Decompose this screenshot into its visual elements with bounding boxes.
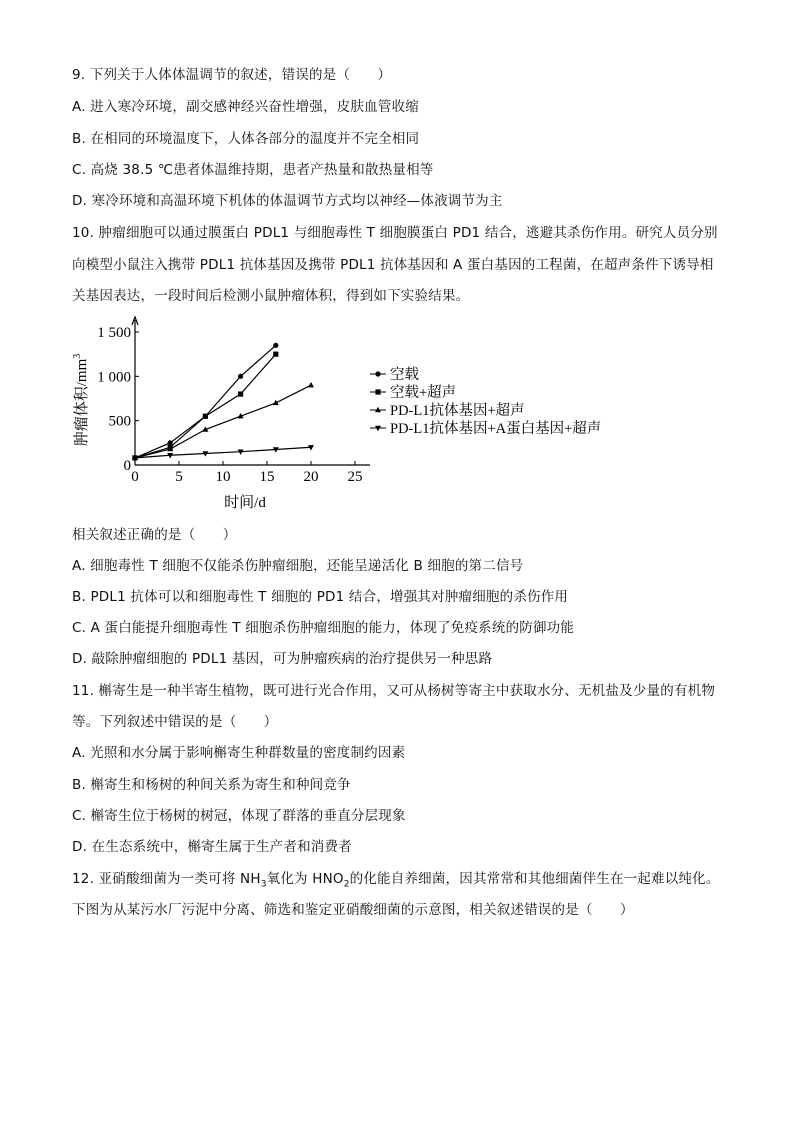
x-axis-label: 时间/d [224,495,266,511]
legend-label: PD-L1抗体基因+超声 [390,403,525,419]
series-line [135,447,311,458]
x-tick-label: 25 [347,469,363,485]
data-point [273,343,278,348]
q9-option-a: A. 进入寒冷环境，副交感神经兴奋性增强，皮肤血管收缩 [72,99,419,115]
y-tick-label: 500 [108,413,131,430]
x-tick-label: 15 [259,469,275,485]
data-point [238,391,243,396]
x-tick-label: 5 [175,469,183,485]
q9-option-d: D. 寒冷环境和高温环境下机体的体温调节方式均以神经—体液调节为主 [72,193,503,209]
data-point [203,414,208,419]
q9-option-c: C. 高烧 38.5 ℃患者体温维持期，患者产热量和散热量相等 [72,162,434,178]
y-tick-label: 0 [123,458,131,474]
y-tick-label: 1 000 [97,369,131,386]
q12-stem-part3: 的化能自养细菌，因其常常和其他细菌伴生在一起难以纯化。 [349,871,720,887]
q11-option-d: D. 在生态系统中，槲寄生属于生产者和消费者 [72,839,352,855]
q12-stem-line1 [72,870,720,894]
y-axis-label: 肿瘤体积$/mm^3$ [72,353,90,447]
legend-label: 空载+超声 [390,385,457,401]
q11-option-b: B. 槲寄生和杨树的种间关系为寄生和种间竞争 [72,777,351,793]
y-axis-label-superscript: 3 [72,353,83,359]
x-tick-label: 0 [131,469,139,485]
q9-stem: 9. 下列关于人体体温调节的叙述，错误的是（ ） [72,67,392,83]
legend-label: PD-L1抗体基因+A蛋白基因+超声 [390,421,602,437]
q10-stem-line3: 关基因表达，一段时间后检测小鼠肿瘤体积，得到如下实验结果。 [72,288,470,304]
q11-stem-line2: 等。下列叙述中错误的是（ ） [72,714,278,730]
y-tick-label: 1 500 [97,325,131,341]
legend-label: 空载 [390,367,419,383]
x-tick-label: 10 [215,469,231,485]
q10-option-d: D. 敲除肿瘤细胞的 PDL1 基因，可为肿瘤疾病的治疗提供另一种思路 [72,651,493,667]
q12-subscript-2: 2 [343,879,350,890]
legend-marker [375,371,380,376]
q9-option-b: B. 在相同的环境温度下，人体各部分的温度并不完全相同 [72,131,420,147]
tumor-volume-line-chart [60,312,660,522]
q12-stem-line2: 下图为从某污水厂污泥中分离、筛选和鉴定亚硝酸细菌的示意图，相关叙述错误的是（ ） [72,902,634,918]
q10-question: 相关叙述正确的是（ ） [72,527,237,543]
series-line [135,345,276,458]
q10-stem-line1: 10. 肿瘤细胞可以通过膜蛋白 PDL1 与细胞毒性 T 细胞膜蛋白 PD1 结合，逃避其杀伤作用。研究人员分别 [72,225,718,241]
q12-stem-part2: 氧化为 HNO [266,871,344,887]
q11-stem-line1: 11. 槲寄生是一种半寄生植物，既可进行光合作用，又可从杨树等寄主中获取水分、无机盐及少量的有机物 [72,683,716,699]
q10-option-a: A. 细胞毒性 T 细胞不仅能杀伤肿瘤细胞，还能呈递活化 B 细胞的第二信号 [72,558,524,574]
q10-option-b: B. PDL1 抗体可以和细胞毒性 T 细胞的 PD1 结合，增强其对肿瘤细胞的杀伤作用 [72,589,569,605]
data-point [238,374,243,379]
data-point [308,382,314,387]
q11-option-c: C. 槲寄生位于杨树的树冠，体现了群落的垂直分层现象 [72,808,406,824]
legend-marker [375,389,380,394]
q12-subscript-1: 3 [260,879,267,890]
q10-stem-line2: 向模型小鼠注入携带 PDL1 抗体基因及携带 PDL1 抗体基因和 A 蛋白基因的工程菌，在超声条件下诱导相 [72,257,714,273]
series-line [135,354,276,458]
q10-option-c: C. A 蛋白能提升细胞毒性 T 细胞杀伤肿瘤细胞的能力，体现了免疫系统的防御功能 [72,620,575,636]
x-tick-label: 20 [303,469,319,485]
data-point [168,440,173,445]
q11-option-a: A. 光照和水分属于影响槲寄生种群数量的密度制约因素 [72,745,406,761]
data-point [273,352,278,357]
tumor-volume-chart [60,312,660,522]
q12-stem-part1: 12. 亚硝酸细菌为一类可将 NH [72,871,261,887]
